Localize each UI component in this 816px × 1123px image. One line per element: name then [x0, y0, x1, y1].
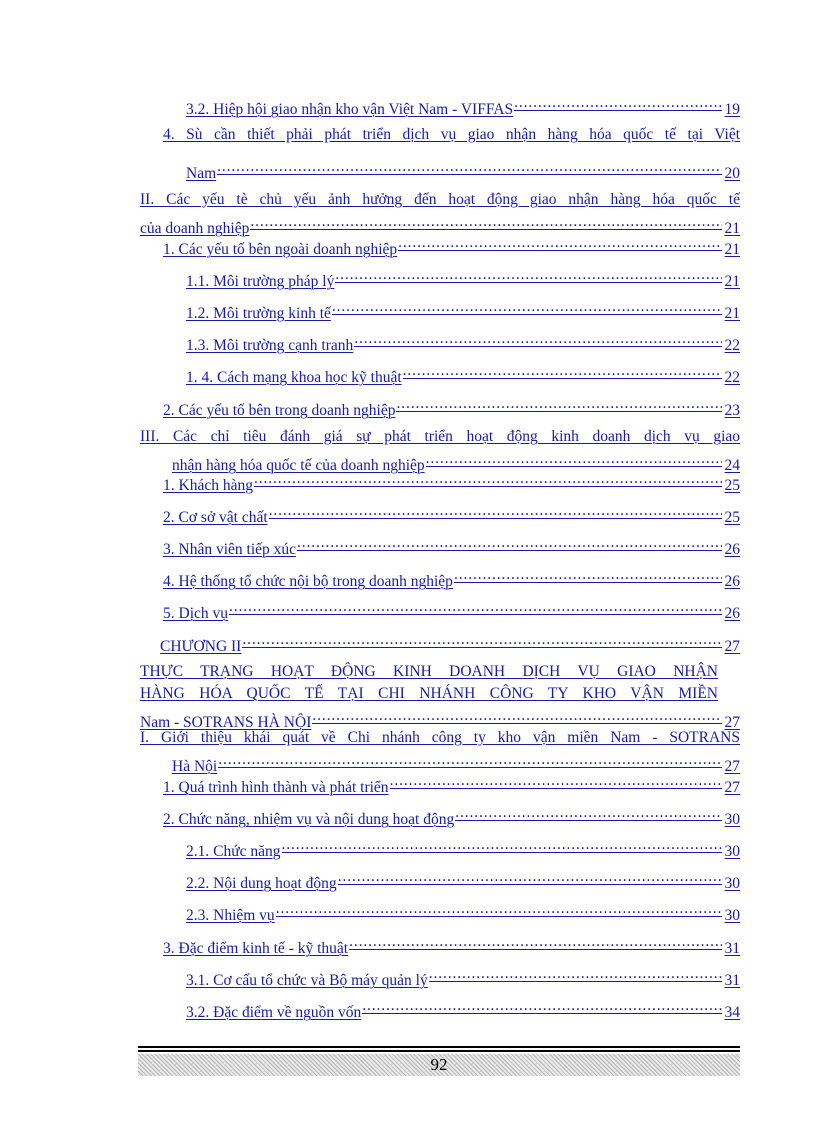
toc-entry-title: 3.1. Cơ cấu tổ chức và Bộ máy quản lý — [186, 972, 428, 989]
toc-entry-page: 21 — [724, 273, 740, 290]
toc-entry-page: 27 — [724, 779, 740, 796]
toc-entry[interactable] — [186, 898, 740, 927]
toc-entry-title: 3.2. Đặc điểm về nguồn vốn — [186, 1004, 362, 1021]
toc-entry[interactable] — [186, 834, 740, 863]
toc-entry-page: 24 — [724, 457, 740, 474]
toc-entry-title: 3. Nhân viên tiếp xúc — [163, 541, 297, 558]
toc-entry-page: 30 — [724, 843, 740, 860]
toc-entry-title: 1. Khách hàng — [163, 477, 253, 494]
toc-entry-page: 21 — [724, 241, 740, 258]
toc-entry-page: 25 — [724, 509, 740, 526]
toc-entry-title: 1. Quá trình hình thành và phát triển — [163, 779, 389, 796]
toc-entry-title: Nam - SOTRANS HÀ NỘI — [140, 714, 312, 731]
toc-entry[interactable] — [186, 328, 740, 357]
toc-entry-title: 2. Các yếu tố bên trong doanh nghiệp — [163, 402, 396, 419]
footer-rule — [138, 1046, 740, 1048]
toc-entry-page: 34 — [724, 1004, 740, 1021]
page-number: 92 — [138, 1054, 740, 1076]
toc-entry-title: 3. Đặc điểm kinh tế - kỹ thuật — [163, 940, 349, 957]
toc-entry-title: 1.3. Môi trường cạnh tranh — [186, 337, 354, 354]
toc-entry-page: 30 — [724, 875, 740, 892]
toc-entry-title: 2.1. Chức năng — [186, 843, 281, 860]
toc-entry[interactable] — [163, 802, 740, 831]
toc-entry[interactable] — [186, 866, 740, 895]
toc-entry-page: 31 — [724, 940, 740, 957]
toc-entry[interactable] — [163, 124, 740, 185]
toc-entry-page: 30 — [724, 907, 740, 924]
toc-entry-title: 2. Chức năng, nhiệm vụ và nội dung hoạt động — [163, 811, 455, 828]
toc-entry-page: 22 — [724, 369, 740, 386]
toc-entry-title-line: 4. Sù cần thiết phải phát triển dịch vụ giao nhận hàng hóa quốc tế tại Việt — [163, 126, 740, 143]
toc-entry[interactable] — [186, 360, 740, 389]
toc-entry-title: nhận hàng hóa quốc tế của doanh nghiệp — [172, 457, 425, 474]
toc-entry-page: 23 — [724, 402, 740, 419]
toc-entry[interactable] — [140, 661, 740, 734]
toc-entry-title-line: III. Các chỉ tiêu đánh giá sự phát triển hoạt động kinh doanh dịch vụ giao — [140, 428, 740, 445]
toc-entry[interactable] — [186, 296, 740, 325]
toc-entry-title: 1.2. Môi trường kinh tế — [186, 305, 331, 322]
toc-entry-page: 27 — [724, 714, 740, 731]
toc-entry-title: 1. Các yếu tố bên ngoài doanh nghiệp — [163, 241, 398, 258]
toc-entry-title: 5. Dịch vụ — [163, 605, 229, 622]
toc-entry[interactable] — [163, 770, 740, 799]
toc-entry[interactable] — [163, 564, 740, 593]
footer-rule — [138, 1050, 740, 1052]
toc-entry-page: 27 — [724, 758, 740, 775]
toc-entry[interactable] — [186, 264, 740, 293]
page-footer — [138, 1046, 740, 1076]
toc-entry-title: 4. Hệ thống tổ chức nội bộ trong doanh nghiệp — [163, 573, 453, 590]
toc-entry-title: CHƯƠNG II — [160, 638, 242, 655]
toc-entry-page: 26 — [724, 541, 740, 558]
toc-entry-title: 1.1. Môi trường pháp lý — [186, 273, 335, 290]
toc-entry-title: 3.2. Hiệp hội giao nhận kho vận Việt Nam - VIFFAS — [186, 101, 514, 118]
toc-entry-title: 2. Cơ sở vật chất — [163, 509, 268, 526]
toc-entry-title: 2.3. Nhiệm vụ — [186, 907, 275, 924]
toc-entry-title-line: HÀNG HÓA QUỐC TẾ TẠI CHI NHÁNH CÔNG TY KHO VẬN MIỀN — [140, 685, 718, 702]
toc-entry[interactable] — [186, 995, 740, 1024]
toc-entry-title: Nam — [186, 165, 217, 182]
toc-entry[interactable] — [163, 500, 740, 529]
toc-entry[interactable] — [163, 596, 740, 625]
toc-entry-page: 27 — [724, 638, 740, 655]
toc-entry[interactable] — [186, 92, 740, 121]
toc-entry-page: 20 — [724, 165, 740, 182]
toc-entry-page: 26 — [724, 573, 740, 590]
toc-entry-title-line: THỰC TRẠNG HOẠT ĐỘNG KINH DOANH DỊCH VỤ GIAO NHẬN — [140, 663, 718, 680]
toc-entry-page: 31 — [724, 972, 740, 989]
toc-entry-title: của doanh nghiệp — [140, 220, 250, 237]
toc-entry[interactable] — [163, 393, 740, 422]
toc-entry-page: 21 — [724, 305, 740, 322]
toc-entry[interactable] — [163, 532, 740, 561]
toc-entry[interactable] — [163, 468, 740, 497]
toc-entry[interactable] — [163, 931, 740, 960]
toc-entry-title-line: I. Giới thiệu khái quát về Chi nhánh công ty kho vận miền Nam - SOTRANS — [140, 729, 740, 746]
toc-entry-page: 30 — [724, 811, 740, 828]
toc-entry-page: 26 — [724, 605, 740, 622]
toc-entry-page: 21 — [724, 220, 740, 237]
toc-entry[interactable] — [160, 629, 740, 658]
toc-entry-page: 25 — [724, 477, 740, 494]
toc-entry-page: 19 — [724, 101, 740, 118]
toc-entry-title: 1. 4. Cách mạng khoa học kỹ thuật — [186, 369, 402, 386]
toc-entry[interactable] — [163, 232, 740, 261]
toc-entry-title-line: II. Các yếu tè chủ yếu ảnh hưởng đến hoạt động giao nhận hàng hóa quốc tế — [140, 191, 740, 208]
toc-entry-page: 22 — [724, 337, 740, 354]
toc-entry[interactable] — [186, 963, 740, 992]
toc-entry-title: Hà Nội — [172, 758, 218, 775]
toc-entry-title: 2.2. Nội dung hoạt động — [186, 875, 337, 892]
